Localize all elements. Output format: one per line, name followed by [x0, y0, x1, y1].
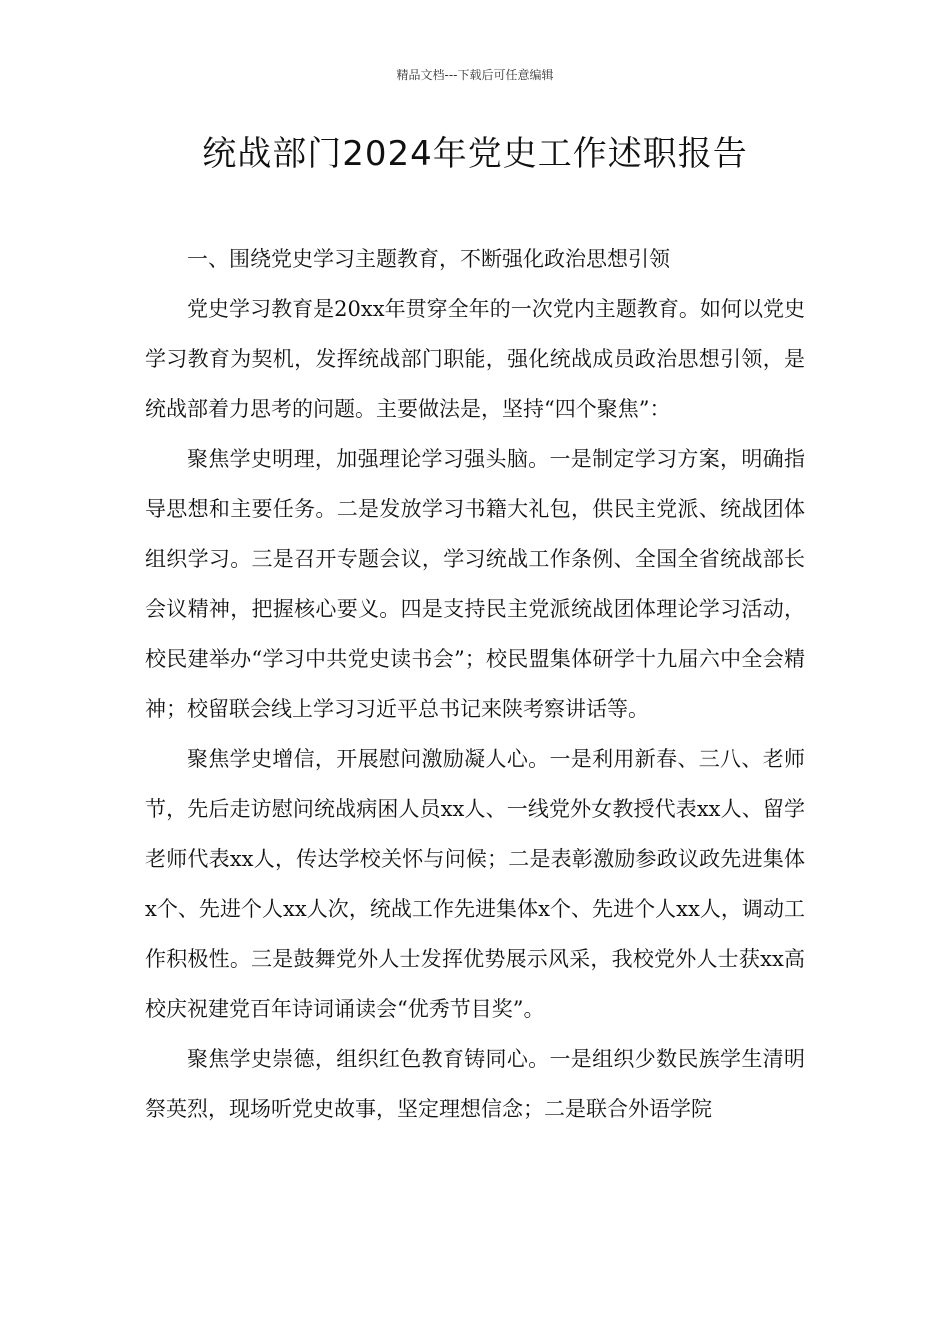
paragraph-intro: 党史学习教育是20xx年贯穿全年的一次党内主题教育。如何以党史学习教育为契机，发挥统战部门职能，强化统战成员政治思想引领，是统战部着力思考的问题。主要做法是，坚持“四个聚焦”：	[145, 297, 805, 421]
paragraph-focus-1: 聚焦学史明理，加强理论学习强头脑。一是制定学习方案，明确指导思想和主要任务。二是发放学习书籍大礼包，供民主党派、统战团体组织学习。三是召开专题会议，学习统战工作条例、全国全省统战部长会议精神，把握核心要义。四是支持民主党派统战团体理论学习活动，校民建举办“学习中共党史读书会”；校民盟集体研学十九届六中全会精神；校留联会线上学习习近平总书记来陕考察讲话等。	[145, 447, 805, 721]
page-title: 统战部门2024年党史工作述职报告	[202, 134, 748, 174]
document-body	[145, 234, 805, 1134]
paragraph-focus-2: 聚焦学史增信，开展慰问激励凝人心。一是利用新春、三八、老师节，先后走访慰问统战病困人员xx人、一线党外女教授代表xx人、留学老师代表xx人，传达学校关怀与问候；二是表彰激励参政议政先进集体x个、先进个人xx人次，统战工作先进集体x个、先进个人xx人，调动工作积极性。三是鼓舞党外人士发挥优势展示风采，我校党外人士获xx高校庆祝建党百年诗词诵读会“优秀节目奖”。	[145, 747, 805, 1021]
section-heading: 一、围绕党史学习主题教育，不断强化政治思想引领	[187, 247, 670, 271]
header-note: 精品文档---下载后可任意编辑	[396, 68, 554, 82]
paragraph-focus-3: 聚焦学史崇德，组织红色教育铸同心。一是组织少数民族学生清明祭英烈，现场听党史故事，坚定理想信念；二是联合外语学院	[145, 1047, 805, 1121]
